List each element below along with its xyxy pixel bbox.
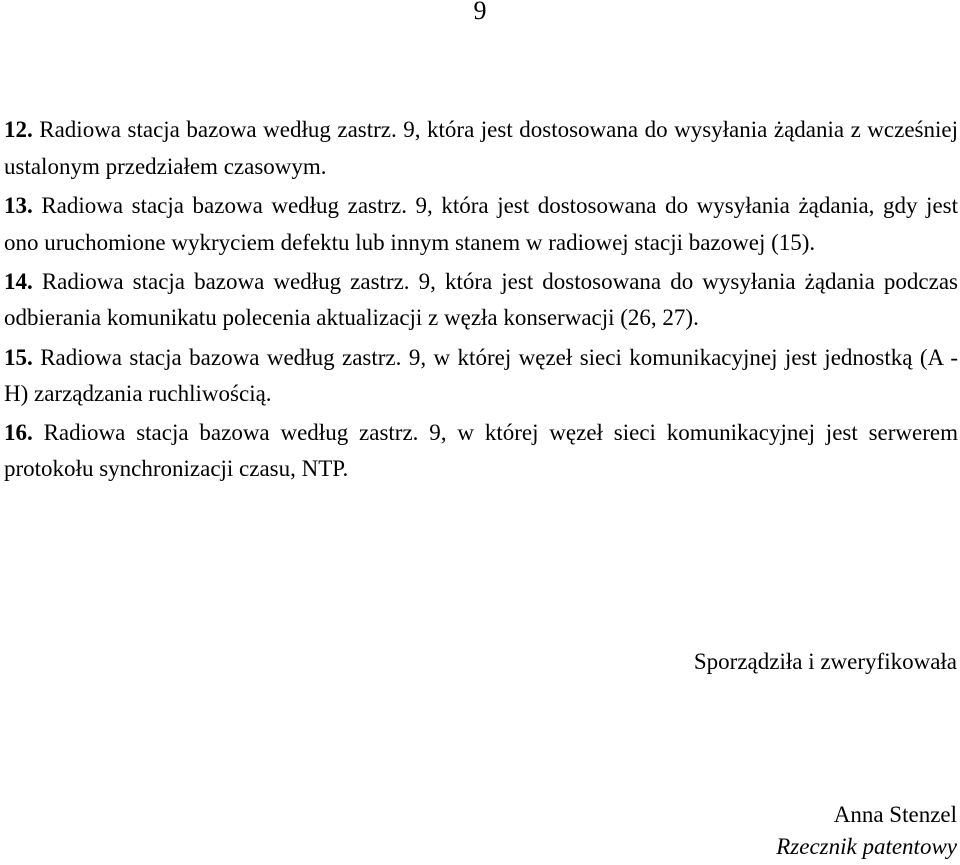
claim-13 <box>4 188 958 261</box>
claims-list <box>4 112 958 490</box>
claim-14 <box>4 264 958 337</box>
claim-text: Radiowa stacja bazowa według zastrz. 9, która jest dostosowana do wysyłania żądania z wcześniej ustalonym przedziałem czasowym. <box>4 117 958 179</box>
claim-text: Radiowa stacja bazowa według zastrz. 9, w której węzeł sieci komunikacyjnej jest jednostką (A - H) zarządzania ruchliwością. <box>4 344 958 406</box>
claim-12 <box>4 112 958 185</box>
signer-title: Rzecznik patentowy <box>776 834 957 859</box>
prepared-by-label: Sporządziła i zweryfikowała <box>693 649 957 674</box>
claim-15 <box>4 340 958 413</box>
claim-text: Radiowa stacja bazowa według zastrz. 9, która jest dostosowana do wysyłania żądania, gdy jest ono uruchomione wykryciem defektu lub innym stanem w radiowej stacji bazowej (15). <box>4 193 958 255</box>
claim-number: 15. <box>4 344 33 370</box>
claim-number: 13. <box>4 193 33 218</box>
claim-text: Radiowa stacja bazowa według zastrz. 9, która jest dostosowana do wysyłania żądania podczas odbierania komunikatu polecenia aktualizacji z węzła konserwacji (26, 27). <box>4 268 958 330</box>
claim-16 <box>4 415 958 488</box>
claim-number: 14. <box>4 268 33 294</box>
signer-name: Anna Stenzel <box>833 802 957 827</box>
claim-text: Radiowa stacja bazowa według zastrz. 9, w której węzeł sieci komunikacyjnej jest serwerem protokołu synchronizacji czasu, NTP. <box>4 419 958 481</box>
page-number: 9 <box>473 0 487 25</box>
claim-number: 12. <box>4 117 33 142</box>
claim-number: 16. <box>4 419 33 445</box>
